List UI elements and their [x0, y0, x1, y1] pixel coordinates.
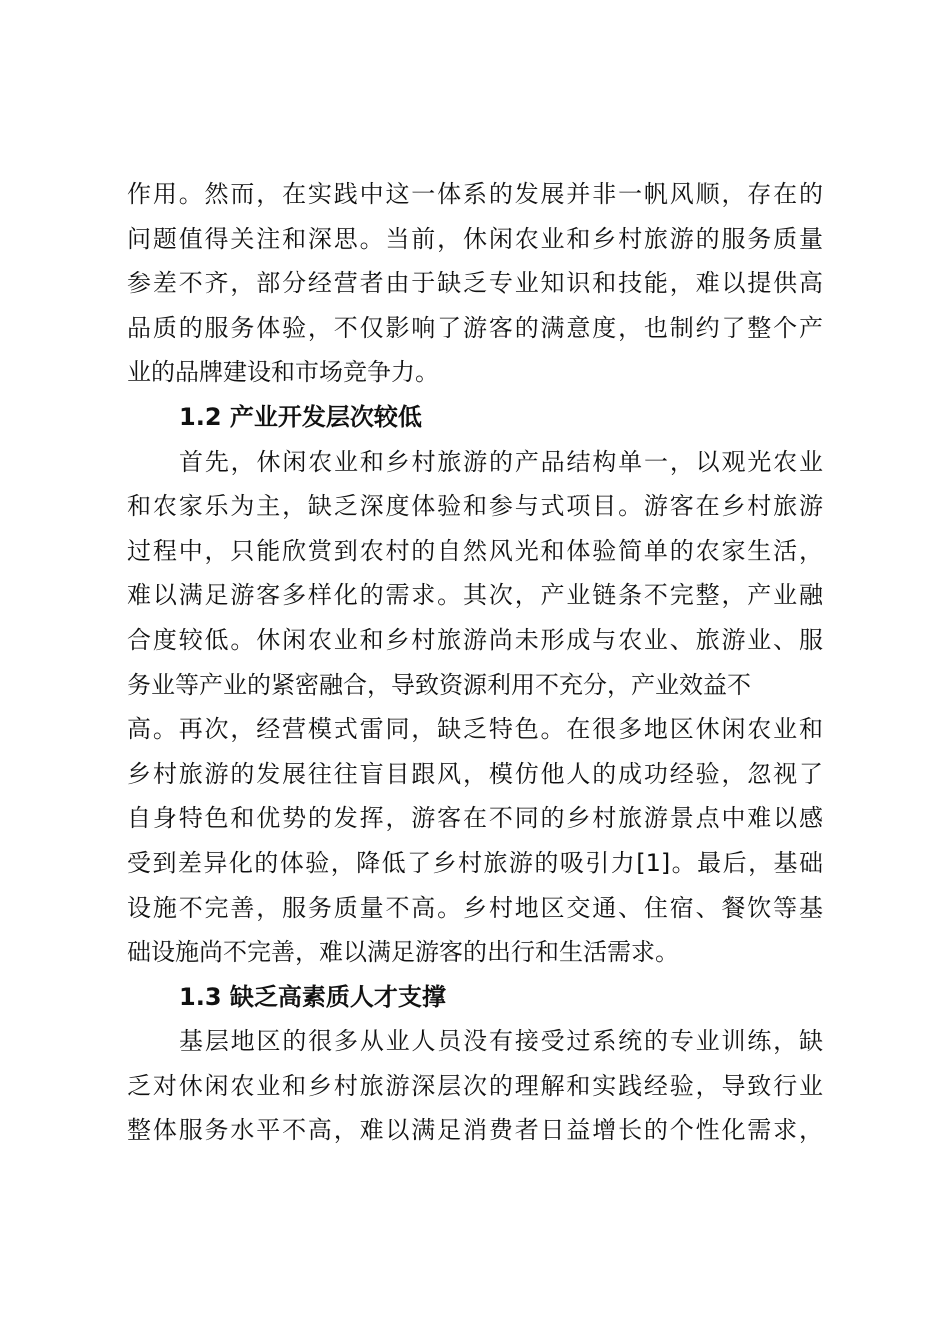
text-line: 首先，休闲农业和乡村旅游的产品结构单一，以观光农业: [179, 447, 823, 476]
text-line: 础设施尚不完善，难以满足游客的出行和生活需求。: [127, 938, 679, 967]
text-line: 难以满足游客多样化的需求。其次，产业链条不完整，产业融: [127, 581, 823, 610]
text-line: 问题值得关注和深思。当前，休闲农业和乡村旅游的服务质量: [127, 224, 823, 253]
text-line: 过程中，只能欣赏到农村的自然风光和体验简单的农家生活，: [127, 536, 823, 565]
section-heading-1-3: 1.3 缺乏高素质人才支撑: [179, 982, 446, 1011]
text-line: 和农家乐为主，缺乏深度体验和参与式项目。游客在乡村旅游: [127, 492, 823, 521]
section-heading-1-2: 1.2 产业开发层次较低: [179, 402, 422, 431]
text-line: 基层地区的很多从业人员没有接受过系统的专业训练，缺: [179, 1027, 823, 1056]
text-line: 参差不齐，部分经营者由于缺乏专业知识和技能，难以提供高: [127, 269, 823, 298]
text-line: 乡村旅游的发展往往盲目跟风，模仿他人的成功经验，忽视了: [127, 759, 823, 788]
text-line: 业的品牌建设和市场竞争力。: [127, 358, 439, 387]
text-line: 合度较低。休闲农业和乡村旅游尚未形成与农业、旅游业、服: [127, 625, 823, 654]
text-line: 自身特色和优势的发挥，游客在不同的乡村旅游景点中难以感: [127, 804, 823, 833]
text-line: 乏对休闲农业和乡村旅游深层次的理解和实践经验，导致行业: [127, 1071, 823, 1100]
text-line: 品质的服务体验，不仅影响了游客的满意度，也制约了整个产: [127, 313, 823, 342]
text-line: 务业等产业的紧密融合，导致资源利用不充分，产业效益不: [127, 670, 751, 699]
paragraph-intro: [127, 172, 823, 395]
text-line: 高。再次，经营模式雷同，缺乏特色。在很多地区休闲农业和: [127, 715, 823, 744]
document-page: [127, 172, 823, 1153]
text-line: 作用。然而，在实践中这一体系的发展并非一帆风顺，存在的: [127, 180, 823, 208]
text-line: 整体服务水平不高，难以满足消费者日益增长的个性化需求，: [127, 1116, 823, 1145]
paragraph-industry-development: [127, 440, 823, 975]
paragraph-talent-support: [127, 1019, 823, 1153]
text-line: 设施不完善，服务质量不高。乡村地区交通、住宿、餐饮等基: [127, 893, 823, 922]
text-line: 受到差异化的体验，降低了乡村旅游的吸引力[1]。最后，基础: [127, 848, 823, 877]
